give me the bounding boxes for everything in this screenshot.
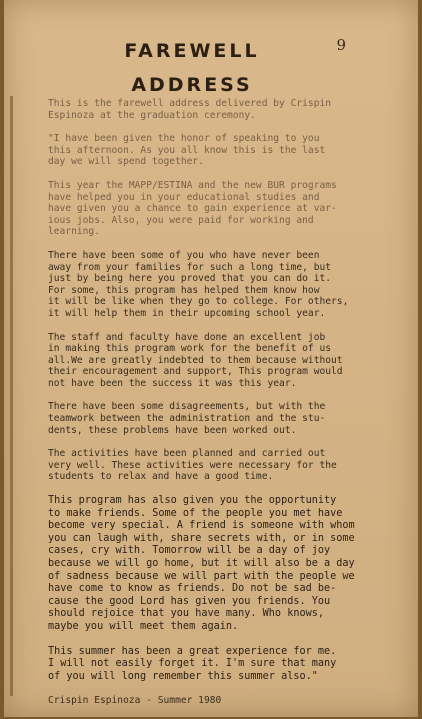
article-title	[102, 34, 282, 102]
title-line-1: FAREWELL	[124, 40, 260, 62]
page-number: 9	[336, 36, 346, 54]
paragraph: There have been some disagreements, but with the teamwork between the administration and the stu- dents, these problems have been worked out.	[48, 401, 326, 436]
paragraph: The activities have been planned and carried out very well. These activities were necessary for the students to relax and have a good time.	[48, 448, 337, 483]
signature: Crispin Espinoza - Summer 1980	[48, 695, 222, 707]
article-body	[48, 98, 364, 719]
paragraph: This year the MAPP/ESTINA and the new BUR programs have helped you in your educational studies and have given you a chance to gain experience at var- ious jobs. Also, you were paid for working and learning.	[48, 179, 337, 238]
paragraph: The staff and faculty have done an excellent job in making this program work for the benefit of us all.We are greatly indebted to them because without their encouragement and support, This program would not have been the success it was this year.	[48, 331, 343, 389]
page-edge	[10, 96, 13, 696]
paragraph: "I have been given the honor of speaking to you this afternoon. As you all know this is the last day we will spend together.	[48, 133, 326, 168]
newsletter-page	[4, 0, 418, 717]
paragraph: There have been some of you who have never been away from your families for such a long time, but just by being here you proved that you can do it. For some, this program has helped them know how it will be like when they go to college. For others, it will help them in their upcoming school year.	[48, 249, 349, 319]
paragraph-closing: This summer has been a great experience for me. I will not easily forget it. I'm sure that many of you will long remember this summer also."	[48, 645, 337, 682]
paragraph: This program has also given you the opportunity to make friends. Some of the people you met have become very special. A friend is someone with whom you can laugh with, share secrets with, or in some cases, cry with. Tomorrow will be a day of joy because we will go home, but it will also be a day of sadness because we will part with the people we have come to know as friends. Do not be sad be- cause the good Lord has given you friends. You should rejoice that you have many. Who knows, maybe you will meet them again.	[48, 495, 355, 632]
title-line-2: ADDRESS	[131, 74, 253, 96]
paragraph-intro: This is the farewell address delivered by Crispin Espinoza at the graduation ceremony.	[48, 98, 332, 121]
